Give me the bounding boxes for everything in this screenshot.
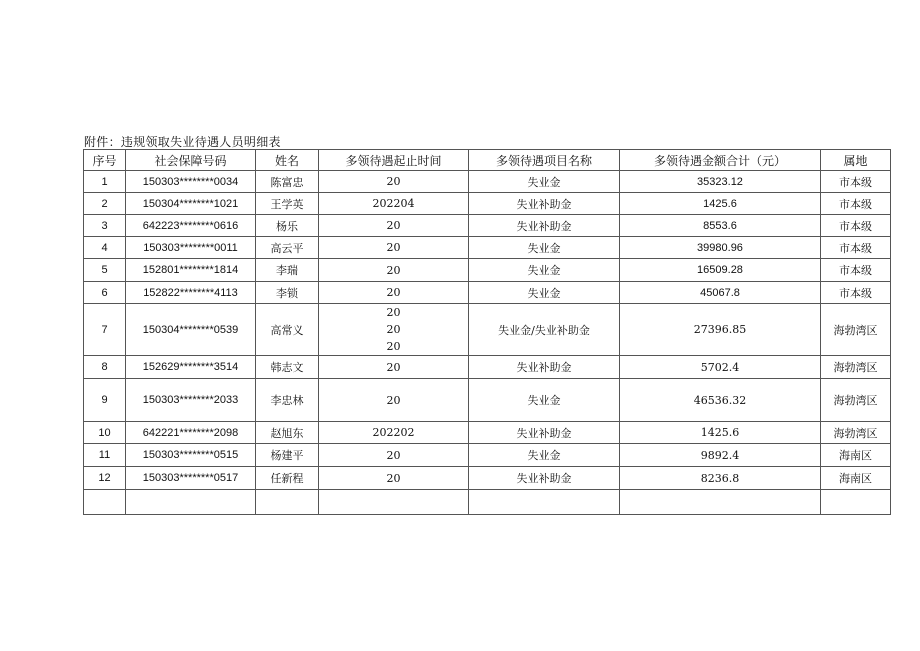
cell-name: 陈富忠 [256,171,319,193]
cell-id: 152629********3514 [126,356,256,379]
period-line: 202204 [372,197,415,210]
cell-item: 失业补助金 [469,215,620,237]
cell-region: 海南区 [821,467,891,490]
cell-period [319,215,469,237]
cell-amount: 46536.32 [620,379,821,422]
document-caption: 附件：违规领取失业待遇人员明细表 [84,135,281,149]
table-row [84,356,891,379]
period-line: 20 [386,323,401,336]
table-row [84,171,891,193]
cell-period [319,259,469,282]
cell-region: 海勃湾区 [821,379,891,422]
table-row [84,237,891,259]
cell-period [319,422,469,444]
cell-id: 150304********1021 [126,193,256,215]
cell-serial: 3 [84,215,126,237]
cell-id: 150303********0515 [126,444,256,467]
period-line: 20 [386,340,401,353]
cell-item: 失业金 [469,259,620,282]
cell-serial: 12 [84,467,126,490]
cell-region: 市本级 [821,193,891,215]
cell-period [319,467,469,490]
cell-name: 李忠林 [256,379,319,422]
cell-period [319,171,469,193]
cell-item: 失业补助金 [469,193,620,215]
cell-region: 海勃湾区 [821,356,891,379]
cell-id: 150303********0034 [126,171,256,193]
cell-id: 150303********0517 [126,467,256,490]
period-line: 202202 [372,426,415,439]
header-social-security-number: 社会保障号码 [126,150,256,171]
table-header-row [84,150,891,171]
cell-serial: 8 [84,356,126,379]
cell-period [319,237,469,259]
cell-name: 杨乐 [256,215,319,237]
period-line: 20 [386,263,401,277]
table-row [84,282,891,304]
cell-item: 失业补助金 [469,422,620,444]
cell-amount: 1425.6 [620,422,821,444]
period-line: 20 [386,219,401,232]
cell-item: 失业金 [469,379,620,422]
empty-row [84,490,891,515]
cell-item: 失业金 [469,171,620,193]
cell-serial: 11 [84,444,126,467]
empty-cell [319,490,469,515]
cell-serial: 4 [84,237,126,259]
cell-id: 150303********0011 [126,237,256,259]
cell-amount: 8553.6 [620,215,821,237]
cell-serial: 6 [84,282,126,304]
cell-amount: 27396.85 [620,304,821,356]
period-line: 20 [386,360,401,374]
cell-period [319,356,469,379]
cell-name: 任新程 [256,467,319,490]
header-amount: 多领待遇金额合计（元） [620,150,821,171]
period-line: 20 [386,175,401,188]
cell-item: 失业补助金 [469,356,620,379]
cell-region: 海勃湾区 [821,304,891,356]
empty-cell [620,490,821,515]
violation-detail-table [83,149,891,515]
cell-name: 王学英 [256,193,319,215]
cell-amount: 45067.8 [620,282,821,304]
cell-serial: 7 [84,304,126,356]
cell-period [319,379,469,422]
period-line: 20 [386,448,401,462]
header-name: 姓名 [256,150,319,171]
cell-region: 海南区 [821,444,891,467]
period-line: 20 [386,393,401,407]
cell-region: 市本级 [821,215,891,237]
cell-serial: 1 [84,171,126,193]
cell-amount: 1425.6 [620,193,821,215]
cell-id: 150304********0539 [126,304,256,356]
cell-name: 李锁 [256,282,319,304]
header-serial: 序号 [84,150,126,171]
period-line: 20 [386,306,401,319]
cell-name: 韩志文 [256,356,319,379]
table-row [84,467,891,490]
period-line: 20 [386,286,401,299]
cell-amount: 39980.96 [620,237,821,259]
cell-name: 高云平 [256,237,319,259]
cell-name: 赵旭东 [256,422,319,444]
cell-name: 杨建平 [256,444,319,467]
cell-item: 失业金 [469,444,620,467]
cell-serial: 2 [84,193,126,215]
cell-region: 市本级 [821,282,891,304]
table-row [84,259,891,282]
cell-region: 市本级 [821,237,891,259]
period-line: 20 [386,241,401,254]
empty-cell [821,490,891,515]
empty-cell [469,490,620,515]
table-row [84,379,891,422]
cell-amount: 8236.8 [620,467,821,490]
empty-cell [256,490,319,515]
cell-serial: 10 [84,422,126,444]
cell-period [319,193,469,215]
header-item: 多领待遇项目名称 [469,150,620,171]
header-region: 属地 [821,150,891,171]
cell-name: 李瑞 [256,259,319,282]
table-row [84,422,891,444]
cell-id: 152822********4113 [126,282,256,304]
period-line: 20 [386,471,401,485]
cell-id: 152801********1814 [126,259,256,282]
cell-item: 失业金 [469,282,620,304]
cell-id: 150303********2033 [126,379,256,422]
cell-period [319,444,469,467]
cell-item: 失业补助金 [469,467,620,490]
header-period: 多领待遇起止时间 [319,150,469,171]
table-row [84,193,891,215]
cell-serial: 5 [84,259,126,282]
cell-item: 失业金/失业补助金 [469,304,620,356]
cell-region: 市本级 [821,259,891,282]
table-row [84,304,891,356]
cell-id: 642221********2098 [126,422,256,444]
cell-name: 高常义 [256,304,319,356]
empty-cell [84,490,126,515]
cell-item: 失业金 [469,237,620,259]
cell-period [319,304,469,356]
cell-region: 市本级 [821,171,891,193]
table-row [84,215,891,237]
table-row [84,444,891,467]
cell-amount: 16509.28 [620,259,821,282]
cell-amount: 5702.4 [620,356,821,379]
cell-id: 642223********0616 [126,215,256,237]
cell-region: 海勃湾区 [821,422,891,444]
cell-amount: 9892.4 [620,444,821,467]
cell-period [319,282,469,304]
cell-serial: 9 [84,379,126,422]
empty-cell [126,490,256,515]
cell-amount: 35323.12 [620,171,821,193]
